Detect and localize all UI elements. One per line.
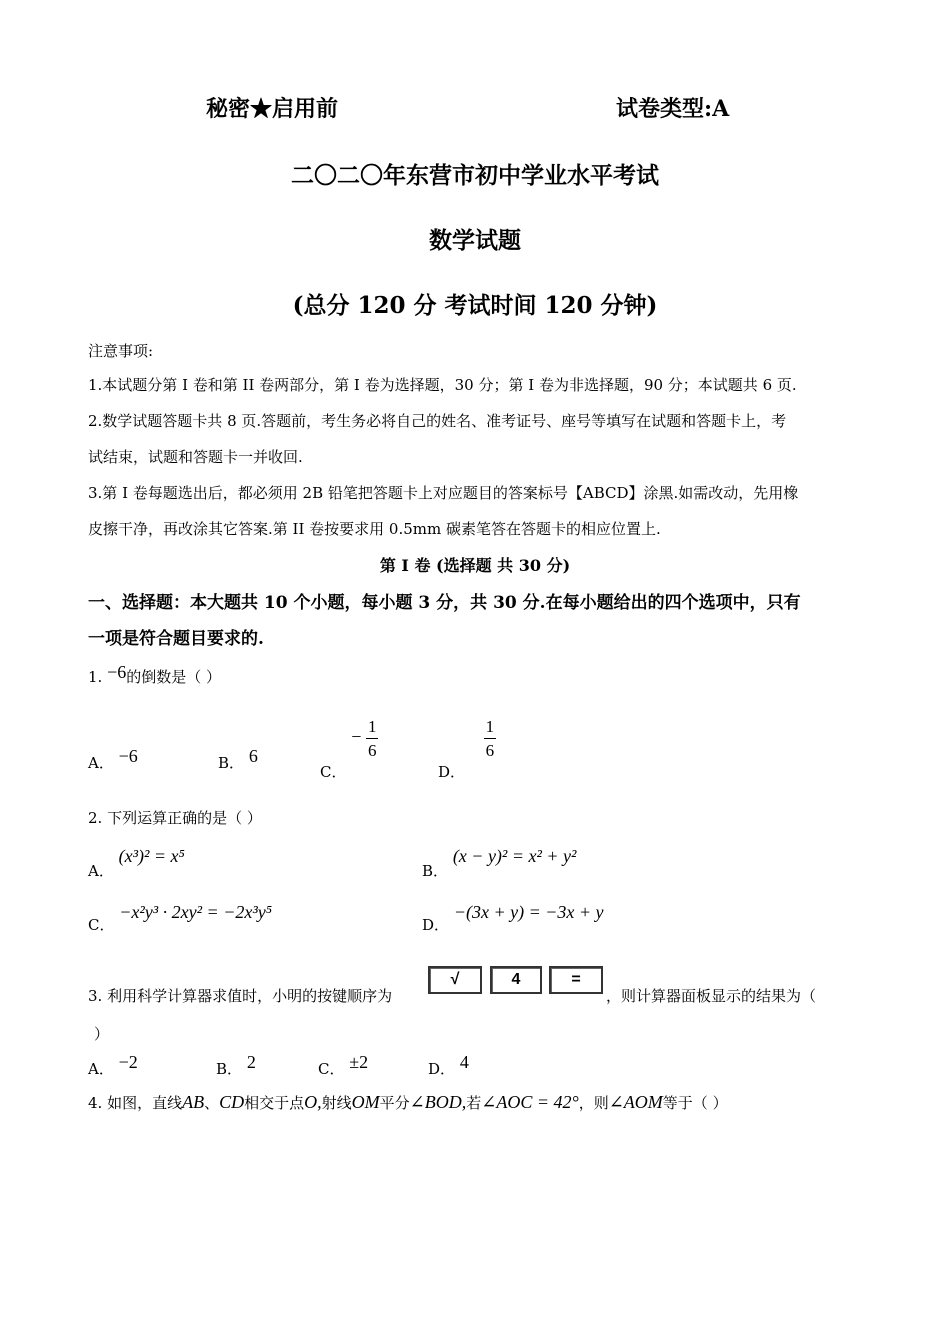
q4-text: 若 bbox=[466, 1094, 482, 1112]
q3-option-d bbox=[428, 1052, 469, 1079]
part1-heading: 第 I 卷 (选择题 共 30 分) bbox=[379, 556, 571, 575]
option-label: A． bbox=[88, 754, 114, 772]
exam-title: 二〇二〇年东营市初中学业水平考试 bbox=[291, 162, 659, 189]
option-value: −6 bbox=[118, 746, 138, 766]
note-2a: 2.数学试题答题卡共 8 页.答题前，考生务必将自己的姓名、准考证号、座号等填写在试题和答题卡上，考 bbox=[88, 412, 787, 430]
option-label: A． bbox=[88, 1060, 114, 1078]
q2-option-c bbox=[88, 902, 272, 934]
section-instruction-a: 一、选择题：本大题共 10 个小题，每小题 3 分，共 30 分.在每小题给出的四个选项中，只有 bbox=[88, 593, 801, 613]
option-value: 2 bbox=[246, 1052, 256, 1072]
q1-option-c bbox=[320, 717, 378, 781]
q4-math: O, bbox=[304, 1092, 322, 1112]
exam-info: (总分 120 分 考试时间 120 分钟) bbox=[292, 292, 658, 319]
q4-math: OM bbox=[351, 1092, 380, 1112]
q4-text: 4. 如图，直线 bbox=[88, 1094, 183, 1112]
denominator: 6 bbox=[485, 741, 495, 760]
note-2b: 试结束，试题和答题卡一并收回. bbox=[88, 448, 303, 466]
section-instruction-b: 一项是符合题目要求的. bbox=[88, 629, 264, 649]
q3-option-c bbox=[318, 1052, 369, 1079]
q4-math: ∠BOD, bbox=[409, 1092, 467, 1112]
confidential-mark: 秘密★启用前 bbox=[206, 96, 339, 122]
option-label: B． bbox=[218, 754, 245, 772]
q3-stem-b: ，则计算器面板显示的结果为（ bbox=[606, 987, 817, 1005]
q4-text: 相交于点 bbox=[244, 1094, 305, 1112]
option-expression: (x³)² = x⁵ bbox=[118, 846, 185, 866]
option-expression: −(3x + y) = −3x + y bbox=[453, 902, 604, 922]
q4-text: 等于（ ） bbox=[662, 1094, 728, 1112]
calc-key-sqrt bbox=[428, 966, 482, 994]
notes-heading: 注意事项: bbox=[88, 342, 154, 360]
option-label: D． bbox=[428, 1060, 456, 1078]
option-value: ±2 bbox=[349, 1052, 369, 1072]
option-label: C． bbox=[320, 762, 347, 781]
q3-option-a bbox=[88, 1052, 138, 1079]
q2-option-b bbox=[422, 846, 577, 880]
option-label: B． bbox=[422, 862, 449, 880]
q4-text: ，则 bbox=[578, 1094, 609, 1112]
q4-text: 射线 bbox=[321, 1094, 352, 1112]
q1-stem bbox=[88, 662, 222, 687]
option-value: −2 bbox=[118, 1052, 138, 1072]
note-3b: 皮擦干净，再改涂其它答案.第 II 卷按要求用 0.5mm 碳素笔答在答题卡的相应位置上. bbox=[88, 520, 661, 538]
q1-expr: −6 bbox=[107, 662, 127, 682]
fraction bbox=[484, 718, 496, 759]
q2-option-d bbox=[422, 902, 604, 934]
option-expression: (x − y)² = x² + y² bbox=[452, 846, 577, 866]
note-1: 1.本试题分第 I 卷和第 II 卷两部分，第 I 卷为选择题，30 分；第 I 卷为非选择题，90 分；本试题共 6 页. bbox=[88, 376, 797, 394]
paper-type: 试卷类型:A bbox=[616, 96, 730, 122]
option-label: D． bbox=[438, 762, 466, 781]
q1-option-d bbox=[438, 717, 496, 781]
fraction-bar bbox=[366, 738, 378, 739]
fraction bbox=[366, 718, 378, 759]
numerator: 1 bbox=[485, 717, 495, 736]
q4-math: ∠AOC = 42° bbox=[481, 1092, 579, 1112]
option-label: A． bbox=[88, 862, 114, 880]
key-label: = bbox=[571, 971, 581, 988]
q1-option-a bbox=[88, 746, 138, 773]
option-label: C． bbox=[88, 916, 115, 934]
q4-text: 平分 bbox=[379, 1094, 410, 1112]
option-label: D． bbox=[422, 916, 450, 934]
note-3a: 3.第 I 卷每题选出后，都必须用 2B 铅笔把答题卡上对应题目的答案标号【ABCD】涂黑.如需改动，先用橡 bbox=[88, 484, 799, 502]
option-sign: − bbox=[351, 726, 362, 747]
subject-title: 数学试题 bbox=[429, 227, 521, 254]
calc-key-equals bbox=[549, 966, 603, 994]
q4-math: CD bbox=[219, 1092, 245, 1112]
q1-text: 的倒数是（ ） bbox=[126, 668, 222, 686]
key-label: 4 bbox=[511, 971, 521, 988]
option-value: 4 bbox=[459, 1052, 469, 1072]
q3-stem-c: ） bbox=[94, 1025, 110, 1043]
q3-option-b bbox=[216, 1052, 256, 1079]
q4-stem bbox=[88, 1092, 728, 1113]
q3-stem-a: 3. 利用科学计算器求值时，小明的按键顺序为 bbox=[88, 987, 393, 1005]
q2-option-a bbox=[88, 846, 185, 880]
option-value: 6 bbox=[248, 746, 258, 766]
q2-stem: 2. 下列运算正确的是（ ） bbox=[88, 809, 262, 827]
calc-key-4 bbox=[490, 966, 542, 994]
sqrt-icon: √ bbox=[450, 971, 460, 988]
denominator: 6 bbox=[367, 741, 377, 760]
q4-math: ∠AOM bbox=[608, 1092, 663, 1112]
q4-math: AB bbox=[182, 1092, 205, 1112]
q1-option-b bbox=[218, 746, 258, 773]
option-label: C． bbox=[318, 1060, 345, 1078]
option-label: B． bbox=[216, 1060, 243, 1078]
q1-number: 1. bbox=[88, 668, 103, 686]
q4-text: 、 bbox=[204, 1094, 220, 1112]
option-expression: −x²y³ · 2xy² = −2x³y⁵ bbox=[119, 902, 272, 922]
numerator: 1 bbox=[367, 717, 377, 736]
fraction-bar bbox=[484, 738, 496, 739]
